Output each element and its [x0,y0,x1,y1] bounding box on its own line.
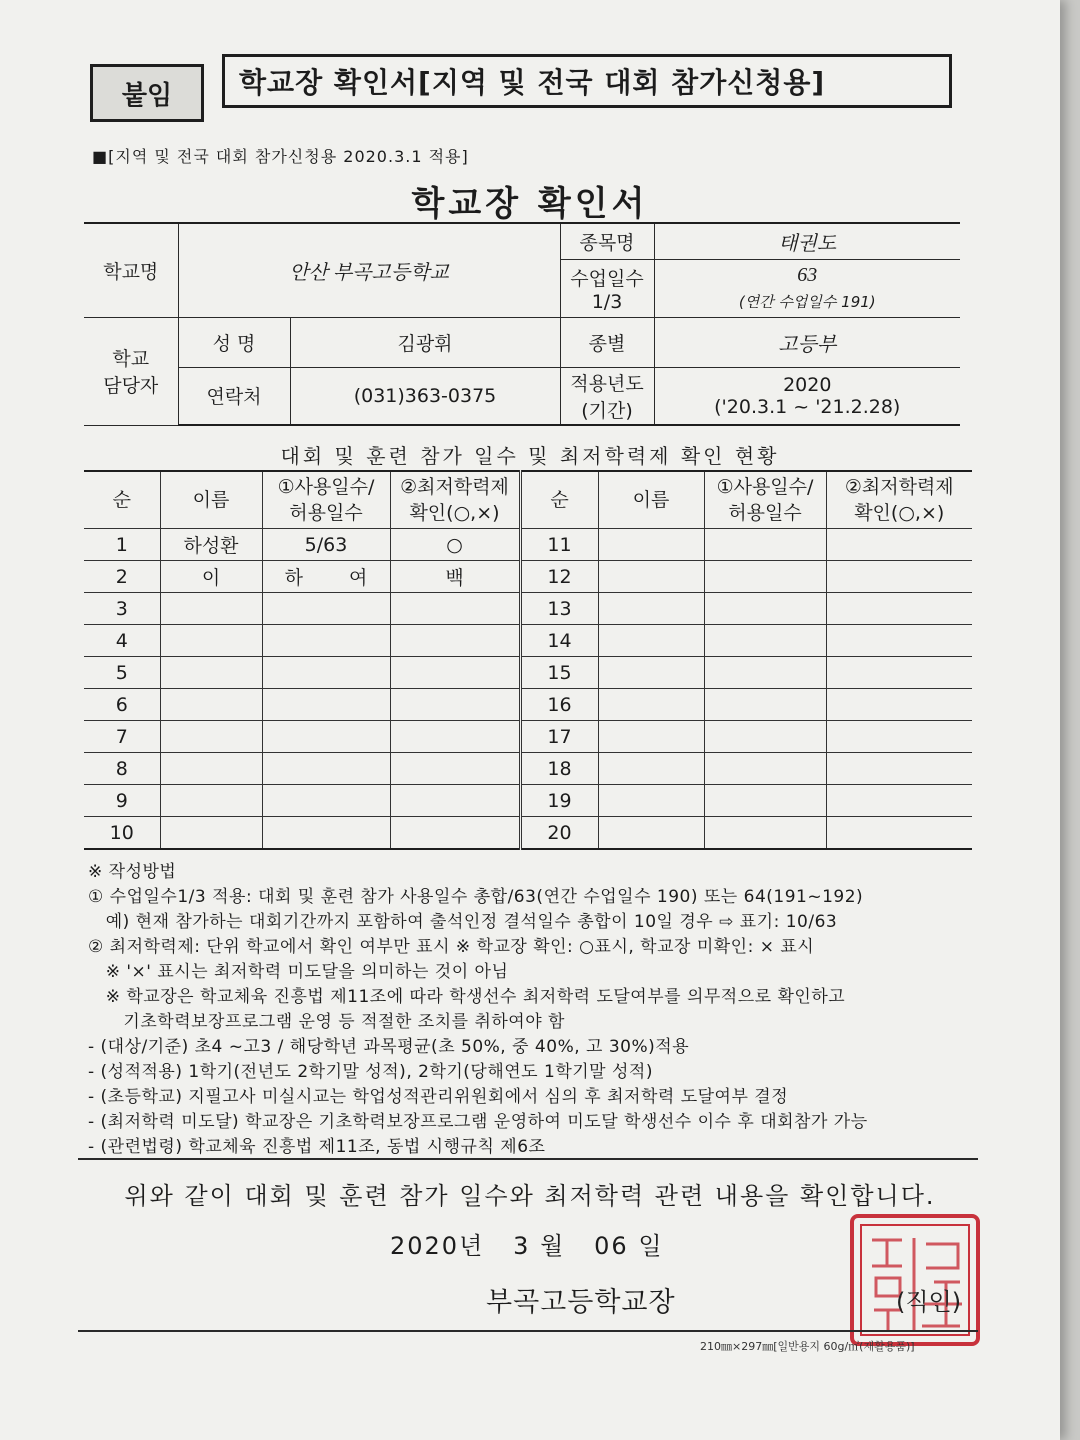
year-label-line1: 적용년도 [570,372,644,395]
row-name-right [598,561,704,593]
row-days [262,593,390,625]
header-days-line1: ①사용일수/ [277,476,375,498]
attachment-tag: 붙임 [90,64,204,122]
year-value: 2020 [783,373,832,396]
table-row [84,721,972,753]
participation-table [84,470,972,850]
row-no-right: 13 [520,593,598,625]
row-no: 5 [84,657,160,689]
row-name-right [598,721,704,753]
header-min-right [826,471,972,529]
year-label [560,367,654,425]
row-name: 이 [160,561,262,593]
note-line: - (대상/기준) 초4 ~고3 / 해당학년 과목평균(초 50%, 중 40%, 고 30%)적용 [88,1037,690,1057]
note-line: - (성적적용) 1학기(전년도 2학기말 성적), 2학기(당해연도 1학기말 성적) [88,1062,653,1082]
staff-label-line2: 담당자 [103,375,159,397]
days-value-cell [654,259,960,317]
row-days-right [704,529,826,561]
document-title: 학교장 확인서 [411,184,649,224]
row-days-right [704,625,826,657]
row-check [390,625,520,657]
days-label-line1: 수업일수 [570,267,644,290]
header-name-right: 이름 [598,471,704,529]
row-no-right: 12 [520,561,598,593]
row-days-right [704,657,826,689]
row-check-right [826,625,972,657]
row-days-right [704,753,826,785]
seal-inner-border [860,1224,970,1336]
header-days [262,471,390,529]
row-no: 10 [84,817,160,850]
table-row [84,657,972,689]
row-check [390,721,520,753]
row-days-right [704,785,826,817]
note-line: - (초등학교) 지필고사 미실시교는 학업성적관리위원회에서 심의 후 최저학력 도달여부 결정 [88,1087,789,1107]
row-check-right [826,593,972,625]
note-line: 기초학력보장프로그램 운영 등 적절한 조치를 취하여야 함 [88,1012,565,1032]
table-row [84,593,972,625]
row-days-right [704,593,826,625]
row-name-right [598,785,704,817]
row-check [390,689,520,721]
days-note: (연간 수업일수 191) [738,293,876,311]
note-line: ① 수업일수1/3 적용: 대회 및 훈련 참가 사용일수 총합/63(연간 수업일수 190) 또는 64(191~192) [88,887,864,907]
header-min-right-line2: 확인(○,×) [854,502,945,524]
note-line: - (관련법령) 학교체육 진흥법 제11조, 동법 시행규칙 제6조 [88,1137,546,1157]
row-no-right: 14 [520,625,598,657]
date-day: 06 [594,1232,629,1260]
note-line: 예) 현재 참가하는 대회기간까지 포함하여 출석인정 결석일수 총합이 10일 경우 ⇨ 표기: 10/63 [88,912,838,932]
row-check: ○ [390,529,520,561]
row-days [262,721,390,753]
table-header-row [84,471,972,529]
row-no-right: 19 [520,785,598,817]
date-day-unit: 일 [638,1232,664,1260]
row-name [160,625,262,657]
row-no: 9 [84,785,160,817]
row-no-right: 11 [520,529,598,561]
date-month: 3 [513,1232,531,1260]
row-days: 5/63 [262,529,390,561]
row-no: 4 [84,625,160,657]
paper-spec: 210㎜×297㎜[일반용지 60g/㎡(재활용품)] [700,1340,915,1353]
row-days [262,625,390,657]
row-days [262,657,390,689]
row-no-right: 18 [520,753,598,785]
staff-label [84,317,178,425]
divider-top [78,1158,978,1160]
principal-name: 부곡고등학교장 [486,1287,676,1318]
header-name: 이름 [160,471,262,529]
row-days [262,785,390,817]
row-check [390,753,520,785]
days-label [560,259,654,317]
table-row [84,689,972,721]
row-days-right [704,561,826,593]
school-label: 학교명 [84,223,178,317]
row-name-right [598,689,704,721]
header-days-right-line1: ①사용일수/ [716,476,814,498]
header-no: 순 [84,471,160,529]
row-name-right [598,593,704,625]
row-no: 6 [84,689,160,721]
name-value: 김광휘 [290,317,560,367]
divider-bottom [78,1330,978,1332]
row-check-right [826,561,972,593]
date-year: 2020년 [390,1232,485,1260]
days-value: 63 [797,264,818,286]
row-name [160,817,262,850]
category-value: 고등부 [654,317,960,367]
date-month-unit: 월 [540,1232,566,1260]
row-check-right [826,529,972,561]
contact-value: (031)363-0375 [290,367,560,425]
note-line: ※ 작성방법 [88,862,177,882]
header-no-right: 순 [520,471,598,529]
row-days [262,817,390,850]
event-value: 태권도 [654,223,960,259]
row-no-right: 15 [520,657,598,689]
row-name-right [598,625,704,657]
note-line: ② 최저학력제: 단위 학교에서 확인 여부만 표시 ※ 학교장 확인: ○표시, 학교장 미확인: × 표시 [88,937,815,957]
event-label: 종목명 [560,223,654,259]
row-no-right: 16 [520,689,598,721]
row-check-right [826,753,972,785]
year-label-line2: (기간) [581,399,633,422]
row-no: 7 [84,721,160,753]
official-seal-stamp [850,1214,980,1346]
row-no: 8 [84,753,160,785]
seal-label: (직인) [896,1288,962,1316]
note-line: ※ '×' 표시는 최저학력 미도달을 의미하는 것이 아님 [88,962,509,982]
row-check-right [826,785,972,817]
row-no-right: 17 [520,721,598,753]
row-name [160,689,262,721]
header-days-line2: 허용일수 [289,502,363,524]
section-title: 대회 및 훈련 참가 일수 및 최저학력제 확인 현황 [280,444,780,468]
row-name-right [598,657,704,689]
row-check: 백 [390,561,520,593]
row-name [160,721,262,753]
row-name [160,657,262,689]
row-days-right [704,689,826,721]
school-value: 안산 부곡고등학교 [178,223,560,317]
contact-label: 연락처 [178,367,290,425]
row-check-right [826,689,972,721]
header-min-line1: ②최저학력제 [400,476,509,498]
row-check-right [826,657,972,689]
row-days-right [704,721,826,753]
row-name [160,785,262,817]
row-days-right [704,817,826,850]
table-row [84,817,972,850]
header-days-right [704,471,826,529]
header-min-line2: 확인(○,×) [409,502,500,524]
instructions [88,860,988,1160]
row-name [160,753,262,785]
row-name: 하성환 [160,529,262,561]
row-no: 2 [84,561,160,593]
header-min-right-line1: ②최저학력제 [844,476,954,498]
row-days [262,689,390,721]
row-check [390,785,520,817]
row-check-right [826,721,972,753]
row-no: 1 [84,529,160,561]
row-check [390,657,520,689]
table-row [84,529,972,561]
reference-note: ■[지역 및 전국 대회 참가신청용 2020.3.1 적용] [92,147,469,166]
header-title: 학교장 확인서[지역 및 전국 대회 참가신청용] [222,54,952,108]
table-row [84,753,972,785]
row-check [390,593,520,625]
year-value-cell [654,367,960,425]
info-table [84,222,960,426]
row-days: 하 여 [262,561,390,593]
table-row [84,785,972,817]
confirm-text: 위와 같이 대회 및 훈련 참가 일수와 최저학력 관련 내용을 확인합니다. [124,1182,936,1210]
row-check-right [826,817,972,850]
header-days-right-line2: 허용일수 [728,502,802,524]
header-min [390,471,520,529]
date [390,1226,664,1261]
row-check [390,817,520,850]
row-name-right [598,529,704,561]
row-name-right [598,753,704,785]
row-no: 3 [84,593,160,625]
name-label: 성 명 [178,317,290,367]
note-line: - (최저학력 미도달) 학교장은 기초학력보장프로그램 운영하여 미도달 학생선수 이수 후 대회참가 가능 [88,1112,868,1132]
staff-label-line1: 학교 [112,348,150,370]
row-name [160,593,262,625]
row-days [262,753,390,785]
table-row [84,625,972,657]
days-label-line2: 1/3 [591,290,623,313]
category-label: 종별 [560,317,654,367]
table-row [84,561,972,593]
period-value: ('20.3.1 ~ '21.2.28) [714,395,901,418]
row-name-right [598,817,704,850]
note-line: ※ 학교장은 학교체육 진흥법 제11조에 따라 학생선수 최저학력 도달여부를 의무적으로 확인하고 [88,987,846,1007]
row-no-right: 20 [520,817,598,850]
